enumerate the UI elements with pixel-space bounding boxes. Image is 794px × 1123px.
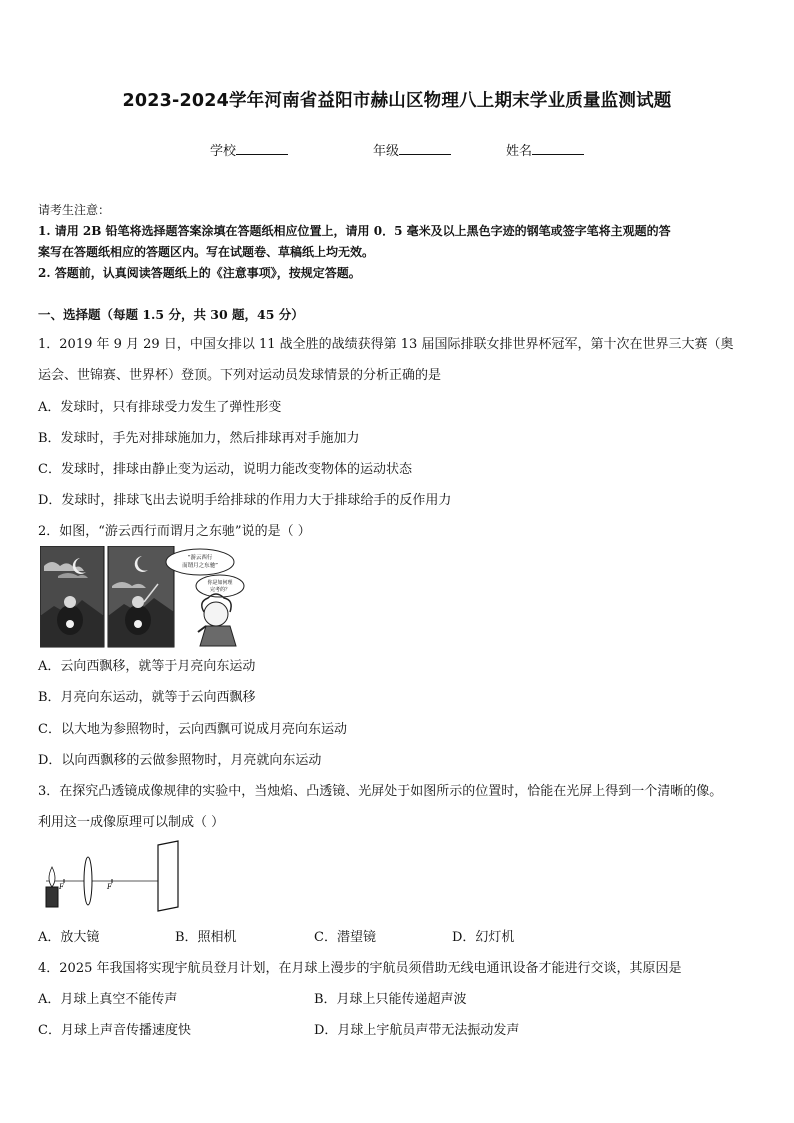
name-blank <box>532 143 584 155</box>
flame-icon <box>49 867 55 887</box>
bubble1-text: “游云西行 <box>187 555 213 561</box>
q4-option-c: C．月球上声音传播速度快 <box>38 1023 191 1038</box>
q4-options-row2 <box>38 1019 760 1037</box>
q3-options <box>38 926 760 944</box>
q1-stem-cont: 运会、世锦赛、世界杯）登顶。下列对运动员发球情景的分析正确的是 <box>38 368 442 383</box>
grade-field <box>373 140 451 159</box>
name-field <box>506 140 584 159</box>
notice-line: 2. 答题前，认真阅读答题纸上的《注意事项》，按规定答题。 <box>38 266 361 280</box>
q3-option-b: B．照相机 <box>175 930 237 945</box>
screen-icon <box>158 841 178 911</box>
q4-options-row1 <box>38 988 760 1006</box>
q3-option-d: D．幻灯机 <box>452 930 515 945</box>
q2-stem: 2．如图，“游云西行而谓月之东驰”说的是（ ） <box>38 524 311 539</box>
q4-option-a: A．月球上真空不能传声 <box>38 992 178 1007</box>
svg-text:而谓月之东驰”: 而谓月之东驰” <box>182 563 218 569</box>
page-title: 2023-2024学年河南省益阳市赫山区物理八上期末学业质量监测试题 <box>122 91 672 111</box>
q3-stem-cont: 利用这一成像原理可以制成（ ） <box>38 815 225 830</box>
q4-stem: 4．2025 年我国将实现宇航员登月计划，在月球上漫步的宇航员须借助无线电通讯设备才能进行交谈，其原因是 <box>38 961 682 976</box>
focal-label: F <box>107 883 112 891</box>
q1-option-c: C．发球时，排球由静止变为运动，说明力能改变物体的运动状态 <box>38 462 412 477</box>
school-blank <box>236 143 288 155</box>
school-field <box>210 140 288 159</box>
q4-option-d: D．月球上宇航员声带无法振动发声 <box>314 1023 520 1038</box>
notice-heading: 请考生注意： <box>38 203 111 217</box>
q3-option-c: C．潜望镜 <box>314 930 376 945</box>
grade-label: 年级 <box>373 144 400 159</box>
q1-stem: 1．2019 年 9 月 29 日，中国女排以 11 战全胜的战绩获得第 13 届国际排联女排世界杯冠军，第十次在世界三大赛（奥 <box>38 337 734 352</box>
q2-option-c: C．以大地为参照物时，云向西飘可说成月亮向东运动 <box>38 722 347 737</box>
section-heading: 一、选择题（每题 1.5 分，共 30 题，45 分） <box>38 307 304 322</box>
q2-option-d: D．以向西飘移的云做参照物时，月亮就向东运动 <box>38 753 322 768</box>
grade-blank <box>399 143 451 155</box>
notice-line: 案写在答题纸相应的答题区内。写在试题卷、草稿纸上均无效。 <box>38 245 375 259</box>
school-label: 学校 <box>210 144 237 159</box>
cartoon-illustration <box>40 546 246 648</box>
svg-text:F: F <box>59 883 64 891</box>
notice-line: 1. 请用 2B 铅笔将选择题答案涂填在答题纸相应位置上，请用 0．5 毫米及以上黑色字迹的钢笔或签字笔将主观题的答 <box>38 224 671 238</box>
bubble2-text: 你是如何理 <box>207 580 233 586</box>
convex-lens-icon <box>84 857 92 905</box>
q1-option-a: A．发球时，只有排球受力发生了弹性形变 <box>38 400 282 415</box>
lens-optics-diagram <box>38 837 188 915</box>
candle-icon <box>46 887 58 907</box>
q1-option-d: D．发球时，排球飞出去说明手给排球的作用力大于排球给手的反作用力 <box>38 493 452 508</box>
q2-option-b: B．月亮向东运动，就等于云向西飘移 <box>38 690 256 705</box>
svg-text:完考的？: 完考的？ <box>209 587 231 593</box>
q1-option-b: B．发球时，手先对排球施加力，然后排球再对手施加力 <box>38 431 360 446</box>
q3-stem: 3．在探究凸透镜成像规律的实验中，当烛焰、凸透镜、光屏处于如图所示的位置时，恰能在光屏上得到一个清晰的像。 <box>38 784 723 799</box>
notice-block <box>38 200 760 284</box>
q3-option-a: A．放大镜 <box>38 930 100 945</box>
q4-option-b: B．月球上只能传递超声波 <box>314 992 467 1007</box>
name-label: 姓名 <box>506 144 533 159</box>
q2-option-a: A．云向西飘移，就等于月亮向东运动 <box>38 659 256 674</box>
